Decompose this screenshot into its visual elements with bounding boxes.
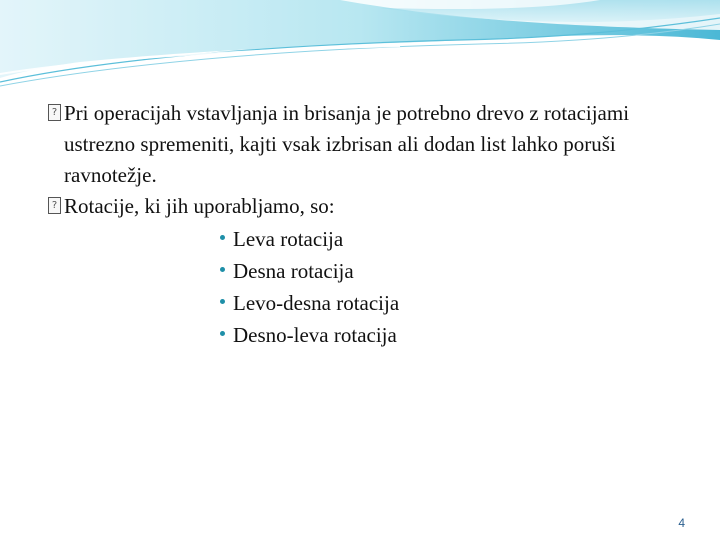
bullet-dot-icon [220, 299, 225, 304]
paragraph-text: Pri operacijah vstavljanja in brisanja je potrebno drevo z rotacijami ustrezno spremeniti, kajti vsak izbrisan ali dodan list lahko poruši ravnotežje. [64, 101, 630, 187]
missing-glyph-icon: ? [48, 197, 61, 214]
header-wave-decoration [0, 0, 720, 90]
list-item-label: Desno-leva rotacija [233, 323, 397, 347]
bullet-dot-icon [220, 331, 225, 336]
paragraph-text: Rotacije, ki jih uporabljamo, so: [64, 194, 335, 218]
bullet-dot-icon [220, 235, 225, 240]
list-item [218, 224, 688, 255]
rotation-list [48, 224, 688, 351]
list-item [218, 320, 688, 351]
list-item-label: Leva rotacija [233, 227, 344, 251]
missing-glyph-icon: ? [48, 104, 61, 121]
page-number: 4 [678, 516, 685, 530]
paragraph-rotation-intro [48, 98, 688, 191]
list-item [218, 288, 688, 319]
list-item-label: Levo-desna rotacija [233, 291, 400, 315]
slide-body [48, 98, 688, 352]
paragraph-rotations-heading [48, 191, 688, 222]
bullet-dot-icon [220, 267, 225, 272]
list-item [218, 256, 688, 287]
list-item-label: Desna rotacija [233, 259, 354, 283]
